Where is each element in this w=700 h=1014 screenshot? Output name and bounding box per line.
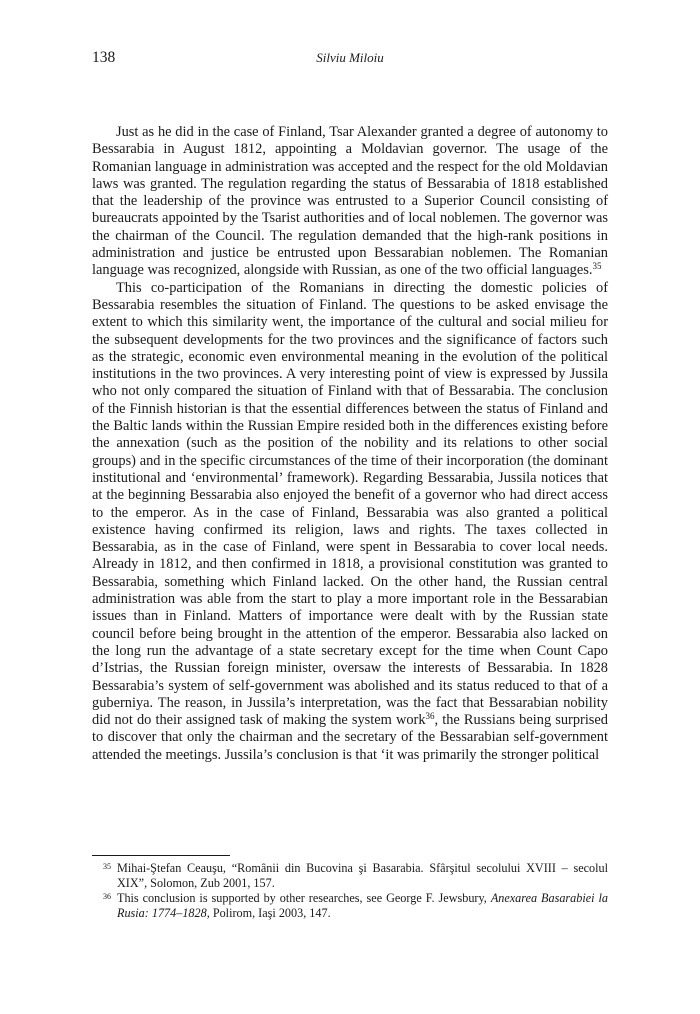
paragraph-2 [92, 280, 608, 764]
paragraph-2-text-a: This co-participation of the Romanians in directing the domestic policies of Bessarabia resembles the situation of Finland. The questions to be asked envisage the extent to which this similarity went, the importance of the cultural and social milieu for the subsequent developments for the two provinces and the significance of factors such as the strategic, economic even environmental meaning in the evolution of the political institutions in the two provinces. A very interesting point of view is expressed by Jussila who not only compared the situation of Finland with that of Bessarabia. The conclusion of the Finnish historian is that the essential differences between the status of Finland and the Baltic lands within the Russian Empire resided both in the differences existing before the annexation (such as the position of the nobility and its relations to other social groups) and in the specific circumstances of the time of their incorporation (the dominant institutional and ‘environmental’ framework). Regarding Bessarabia, Jussila notices that at the beginning Bessarabia also enjoyed the benefit of a governor who had direct access to the emperor. As in the case of Finland, Bessarabia was also granted a political existence having confirmed its religion, laws and rights. The taxes collected in Bessarabia, as in the case of Finland, were spent in Bessarabia to cover local needs. Already in 1812, and then confirmed in 1818, a provisional constitution was granted to Bessarabia, something which Finland lacked. On the other hand, the Russian central administration was able from the start to play a more important role in the Bessarabian issues than in Finland. Matters of importance were dealt with by the Russian state council before being brought in the attention of the emperor. Bessarabia also lacked on the long run the advantage of a state secretary except for the time when Count Capo d’Istrias, the Russian foreign minister, oversaw the interests of Bessarabia. In 1828 Bessarabia’s system of self-government was abolished and its status reduced to that of a guberniya. The reason, in Jussila’s interpretation, was the fact that Bessarabian nobility did not do their assigned task of making the system work [92, 279, 608, 729]
footnote-text-b: Polirom, Iaşi 2003, 147. [209, 906, 331, 920]
footnote-separator [92, 855, 230, 856]
footnote-text-a: This conclusion is supported by other researches, see George F. Jewsbury, [117, 891, 491, 905]
footnote-number: 35 [103, 862, 111, 871]
footnote-book-title: Anexarea Basarabiei la Rusia: 1774–1828, [117, 891, 609, 920]
paragraph-1-text: Just as he did in the case of Finland, Tsar Alexander granted a degree of autonomy to Bessarabia in August 1812, appointing a Moldavian governor. The usage of the Romanian language in administration was accepted and the respect for the old Moldavian laws was granted. The regulation regarding the status of Bessarabia of 1818 established that the leadership of the province was entrusted to a Superior Council consisting of bureaucrats appointed by the Tsarist authorities and of local noblemen. The governor was the chairman of the Council. The regulation demanded that the high-rank positions in administration and justice be entrusted upon Bessarabian noblemen. The Romanian language was recognized, alongside with Russian, as one of the two official languages. [92, 124, 608, 279]
footnote-ref-35[interactable]: 35 [592, 261, 602, 272]
paragraph-2-text-b: , the Russians being surprised to discover that only the chairman and the secretary of the Bessarabian self-government attended the meetings. Jussila’s conclusion is that ‘it was primarily the stronger political [92, 712, 608, 763]
paragraph-1 [92, 124, 608, 280]
footnote-36 [92, 891, 608, 921]
footnote-ref-36[interactable]: 36 [425, 711, 435, 722]
page-number: 138 [92, 49, 116, 66]
footnote-35 [92, 861, 608, 891]
footnote-text: Mihai-Ştefan Ceauşu, “Românii din Bucovina şi Basarabia. Sfârşitul secolului XVIII – secolul XIX”, Solomon, Zub 2001, 157. [117, 861, 608, 890]
body-text [92, 124, 608, 764]
page-header [92, 48, 608, 68]
footnotes [92, 861, 608, 921]
running-head-author: Silviu Miloiu [316, 50, 384, 65]
footnote-number: 36 [103, 892, 111, 901]
